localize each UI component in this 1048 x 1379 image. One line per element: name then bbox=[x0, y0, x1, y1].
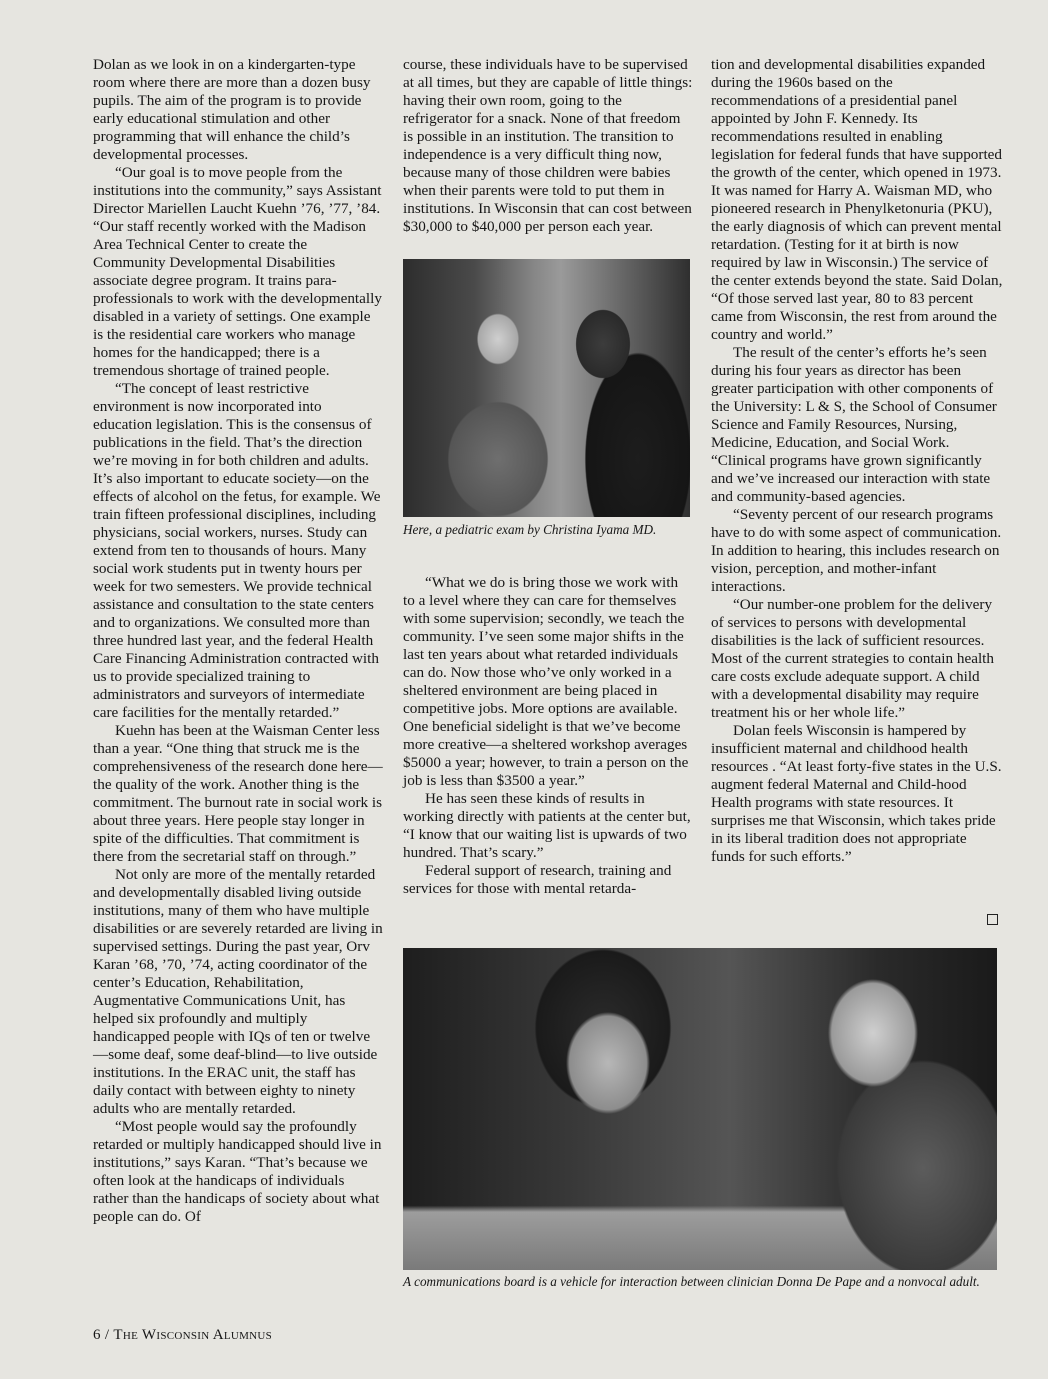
paragraph: “Our goal is to move people from the institutions into the community,” says Assistant Director Mariellen Laucht Kuehn ’76, ’77, ’84. “Our staff recently worked with the Madison Area Technical Center to create the Community Developmental Disabilities associate degree program. It trains para-professionals to work with the developmentally disabled in a variety of settings. One example is the residential care workers who manage homes for the handicapped; there is a tremendous shortage of trained people. bbox=[93, 164, 382, 379]
paragraph: “Most people would say the profoundly retarded or multiply handicapped should live in institutions,” says Karan. “That’s because we often look at the handicaps of individuals rather than the handicaps of society about what people can do. Of bbox=[93, 1118, 382, 1225]
pediatric-exam-photo bbox=[403, 259, 690, 517]
communications-board-photo bbox=[403, 948, 997, 1270]
paragraph: “The concept of least restrictive environment is now incorporated into education legislation. This is the consensus of publications in the field. That’s the direction we’re moving in for both children and adults. It’s also important to educate society—on the effects of alcohol on the fetus, for example. We train fifteen professional disciplines, including physicians, social workers, nurses. Study can extend from ten to thousands of hours. Many social work students put in twenty hours per week for two semesters. We provide technical assistance and consultation to the state centers and to organizations. We consulted more than three hundred last year, and the federal Health Care Financing Administration contracted with us to provide specialized training to administrators and surveyors of intermediate care facilities for the mentally retarded.” bbox=[93, 380, 381, 721]
article-column-1 bbox=[93, 56, 383, 1226]
article-column-3 bbox=[711, 56, 1003, 866]
page-number: 6 bbox=[93, 1327, 101, 1343]
page-footer bbox=[93, 1327, 272, 1344]
paragraph: tion and developmental disabilities expanded during the 1960s based on the recommendations of a presidential panel appointed by John F. Kennedy. Its recommendations resulted in enabling legislation for federal funds that have supported the growth of the center, which opened in 1973. It was named for Harry A. Waisman MD, who pioneered research in Phenylketonuria (PKU), the early diagnosis of which can prevent mental retardation. (Testing for it at birth is now required by law in Wisconsin.) The service of the center extends beyond the state. Said Dolan, “Of those served last year, 80 to 83 percent came from Wisconsin, the rest from around the country and world.” bbox=[711, 56, 1003, 343]
paragraph: “Our number-one problem for the delivery of services to persons with developmental disabilities is the lack of sufficient resources. Most of the current strategies to contain health care costs exclude adequate support. A child with a developmental disability may require treatment his or her whole life.” bbox=[711, 596, 994, 721]
article-column-2-bottom bbox=[403, 574, 693, 898]
paragraph: Dolan as we look in on a kindergarten-type room where there are more than a dozen busy pupils. The aim of the program is to provide early educational stimulation and other programming that will enhance the child’s developmental processes. bbox=[93, 56, 371, 163]
paragraph: Dolan feels Wisconsin is hampered by insufficient maternal and childhood health resources . “At least forty-five states in the U.S. augment federal Maternal and Child-hood Health programs with state resources. It surprises me that Wisconsin, which takes pride in its liberal tradition does not appropriate funds for such efforts.” bbox=[711, 722, 1002, 865]
paragraph: “Seventy percent of our research programs have to do with some aspect of communication. In addition to hearing, this includes research on vision, perception, and mother-infant interactions. bbox=[711, 506, 1002, 595]
publication-name: The Wisconsin Alumnus bbox=[113, 1327, 273, 1343]
paragraph: Federal support of research, training and services for those with mental retarda- bbox=[403, 862, 672, 897]
photo-caption-2: A communications board is a vehicle for interaction between clinician Donna De Pape and a nonvocal adult. bbox=[403, 1274, 980, 1289]
photo-caption-1: Here, a pediatric exam by Christina Iyama MD. bbox=[403, 522, 657, 537]
paragraph: He has seen these kinds of results in working directly with patients at the center but, “I know that our waiting list is upwards of two hundred. That’s scary.” bbox=[403, 790, 691, 861]
paragraph: course, these individuals have to be supervised at all times, but they are capable of little things: having their own room, going to the refrigerator for a snack. None of that freedom is possible in an institution. The transition to independence is a very difficult thing now, because many of those children were babies when their parents were told to put them in institutions. In Wisconsin that can cost between $30,000 to $40,000 per person each year. bbox=[403, 56, 693, 235]
paragraph: Not only are more of the mentally retarded and developmentally disabled living outside institutions, many of them who have multiple disabilities or are severely retarded are living in supervised settings. During the past year, Orv Karan ’68, ’70, ’74, acting coordinator of the center’s Education, Rehabilitation, Augmentative Communications Unit, has helped six profoundly and multiply handicapped people with IQs of ten or twelve—some deaf, some deaf-blind—to live outside institutions. In the ERAC unit, the staff has daily contact with between eighty to ninety adults who are mentally retarded. bbox=[93, 866, 383, 1117]
end-of-article-mark bbox=[987, 914, 998, 925]
paragraph: Kuehn has been at the Waisman Center less than a year. “One thing that struck me is the comprehensiveness of the research done here—the quality of the work. Another thing is the commitment. The burnout rate in social work is about three years. Here people stay longer in spite of the difficulties. That commitment is there from the secretarial staff on through.” bbox=[93, 722, 383, 865]
article-column-2-top bbox=[403, 56, 693, 236]
footer-separator: / bbox=[100, 1327, 114, 1343]
paragraph: “What we do is bring those we work with to a level where they can care for themselves with some supervision; secondly, we teach the community. I’ve seen some major shifts in the last ten years about what retarded individuals can do. Now those who’ve only worked in a sheltered environment are being placed in competitive jobs. More options are available. One beneficial sidelight is that we’ve become more creative—a sheltered workshop averages $5000 a year; however, to train a person on the job is less than $3500 a year.” bbox=[403, 574, 689, 789]
paragraph: The result of the center’s efforts he’s seen during his four years as director has been greater participation with other components of the University: L & S, the School of Consumer Science and Family Resources, Nursing, Medicine, Education, and Social Work. “Clinical programs have grown significantly and we’ve increased our interaction with state and community-based agencies. bbox=[711, 344, 997, 505]
